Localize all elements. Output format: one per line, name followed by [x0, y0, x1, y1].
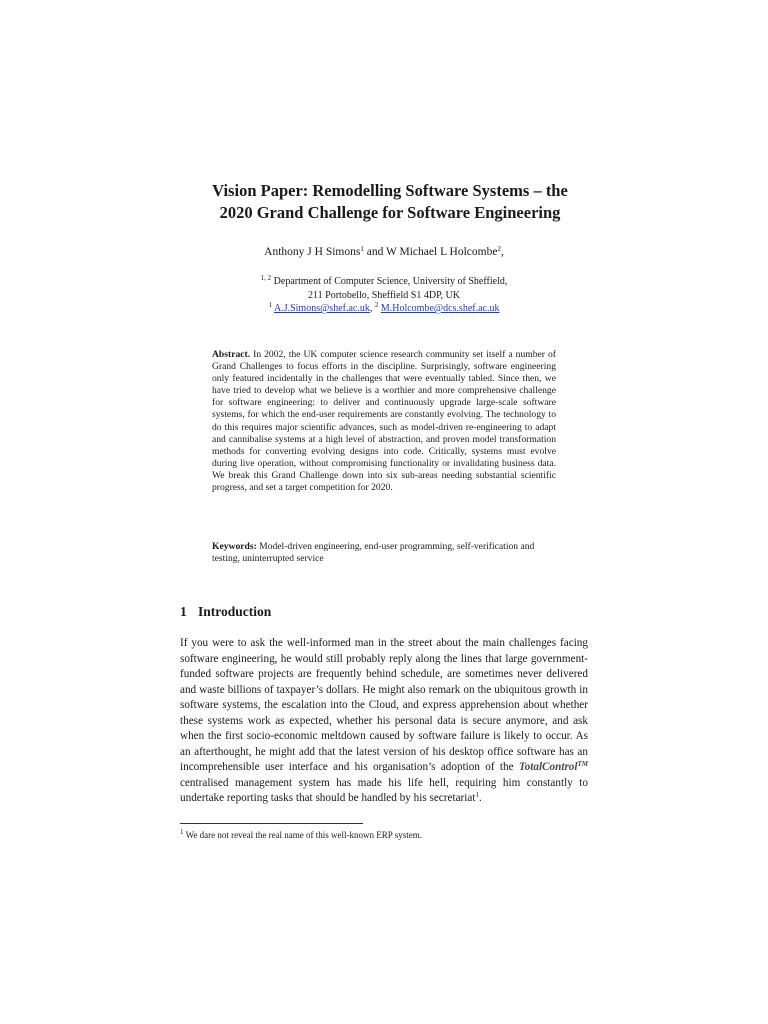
- affiliation-line-1: $^{1, 2}$ Department of Computer Science, University of Sheffield,: [260, 274, 508, 287]
- keywords-block: [212, 541, 556, 565]
- keywords-text: Model-driven engineering, end-user programming, self-verification and testing, uninterrupted service: [212, 541, 535, 565]
- trademark-mark: TM: [577, 760, 588, 768]
- email-link-simons[interactable]: A.J.Simons@shef.ac.uk: [273, 303, 370, 314]
- footnote-divider: [180, 823, 363, 824]
- email-marker-2: 2: [374, 301, 379, 309]
- footnote: [180, 830, 588, 840]
- section-title: Introduction: [198, 604, 272, 619]
- author-list: [170, 246, 598, 258]
- email-line: [170, 302, 598, 316]
- footnote-text: We dare not reveal the real name of this well-known ERP system.: [183, 830, 422, 840]
- abstract-block: [212, 349, 556, 494]
- section-number: 1: [180, 604, 187, 619]
- author-affil-marker-1: 1: [360, 245, 364, 253]
- author-name-1: Anthony J H Simons: [264, 246, 361, 258]
- section-heading: [180, 604, 271, 620]
- footnote-number: 1: [180, 828, 184, 836]
- affiliation-line-2: 211 Portobello, Sheffield S1 4DP, UK: [308, 289, 460, 301]
- author-connector: and W Michael L Holcombe: [363, 246, 498, 258]
- author-affil-marker-2: 2: [497, 245, 501, 253]
- paper-title: [200, 180, 580, 224]
- email-link-holcombe[interactable]: M.Holcombe@dcs.shef.ac.uk: [380, 303, 500, 314]
- email-separator: ,: [369, 303, 375, 314]
- author-tail: ,: [500, 246, 504, 258]
- title-line-2: 2020 Grand Challenge for Software Engineering: [219, 203, 561, 222]
- email-marker-1: 1: [268, 301, 273, 309]
- affiliation-marker: 1, 2: [260, 274, 272, 282]
- title-line-1: Vision Paper: Remodelling Software Systems – the: [212, 181, 568, 200]
- keywords-label: Keywords:: [212, 541, 257, 552]
- introduction-paragraph: If you were to ask the well-informed man in the street about the main challenges facing software engineering, he would still probably reply along the lines that large government-funded software projects are frequently behind schedule, are sometimes never delivered and waste billions of taxpayer’s dollars. He might also remark on the ubiquitous growth in software systems, the escalation into the Cloud, and express apprehension about whether these systems work as expected, whether his personal data is secure anymore, and ask when the first socio-economic meltdown caused by software failure is likely to occur. As an afterthought, he might add that the latest version of his desktop office software has an incomprehensible user interface and his organisation’s adoption of the TotalControl™ centralised management system has made his life hell, requiring him constantly to undertake reporting tasks that should be handled by his secretariat$^1$.: [180, 637, 588, 804]
- product-name: TotalControl: [518, 761, 578, 773]
- affiliation-block: [170, 275, 598, 316]
- abstract-text: In 2002, the UK computer science research community set itself a number of Grand Challenges to focus efforts in the discipline. Surprisingly, software engineering only featured incidentally in the challenges that were eventually tabled. Since then, we have tried to develop what we believe is a worthier and more comprehensive challenge for software engineering: to deliver and continuously upgrade large-scale software systems, for which the end-user requirements are constantly evolving. The technology to do this requires major scientific advances, such as model-driven re-engineering to adapt and cannibalise systems at a high level of abstraction, and proven model transformation methods for converting evolving designs into code. Critically, systems must evolve during live operation, without compromising functionality or invalidating business data. We break this Grand Challenge down into six sub-areas needing substantial scientific progress, and set a target competition for 2020.: [212, 349, 556, 494]
- footnote-reference: 1: [475, 791, 479, 799]
- abstract-label: Abstract.: [212, 349, 251, 360]
